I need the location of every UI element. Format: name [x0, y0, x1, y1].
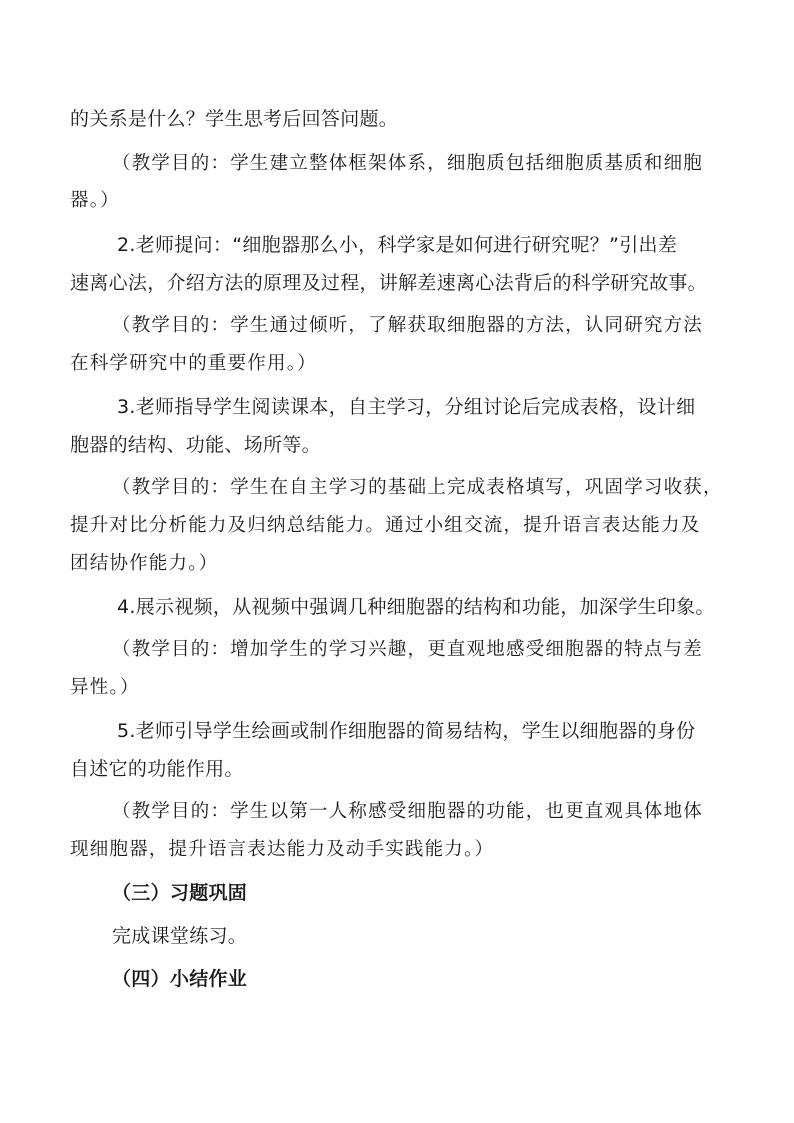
section-heading: （四）小结作业: [112, 968, 248, 990]
text-line: （教学目的：学生以第一人称感受细胞器的功能，也更直观具体地体: [112, 801, 704, 822]
text-line: 器。）: [70, 190, 120, 211]
text-line: 4.展示视频，从视频中强调几种细胞器的结构和功能，加深学生印象。: [117, 596, 715, 618]
text-line: 提升对比分析能力及归纳总结能力。通过小组交流，提升语言表达能力及: [70, 515, 701, 536]
text-line: 现细胞器，提升语言表达能力及动手实践能力。）: [70, 839, 495, 860]
text-line: 3.老师指导学生阅读课本，自主学习，分组讨论后完成表格，设计细: [117, 396, 696, 418]
text-line: （教学目的：学生在自主学习的基础上完成表格填写，巩固学习收获，: [112, 477, 723, 498]
text-line: （教学目的：增加学生的学习兴趣，更直观地感受细胞器的特点与差: [112, 639, 704, 660]
text-line: 胞器的结构、功能、场所等。: [70, 434, 321, 456]
text-line: 2.老师提问：“细胞器那么小，科学家是如何进行研究呢？”引出差: [117, 234, 678, 256]
text-line: 完成课堂练习。: [112, 925, 248, 947]
text-line: 速离心法，介绍方法的原理及过程，讲解差速离心法背后的科学研究故事。: [70, 272, 707, 294]
text-line: 5.老师引导学生绘画或制作细胞器的简易结构，学生以细胞器的身份: [117, 720, 696, 742]
text-line: 自述它的功能作用。: [70, 758, 244, 780]
text-line: 异性。）: [70, 677, 140, 698]
text-line: （教学目的：学生建立整体框架体系，细胞质包括细胞质基质和细胞: [112, 153, 704, 174]
section-heading: （三）习题巩固: [112, 882, 248, 904]
text-line: （教学目的：学生通过倾听，了解获取细胞器的方法，认同研究方法: [112, 315, 704, 336]
text-line: 在科学研究中的重要作用。）: [70, 353, 317, 374]
text-line: 的关系是什么？学生思考后回答问题。: [70, 108, 399, 130]
text-line: 团结协作能力。）: [70, 553, 219, 574]
